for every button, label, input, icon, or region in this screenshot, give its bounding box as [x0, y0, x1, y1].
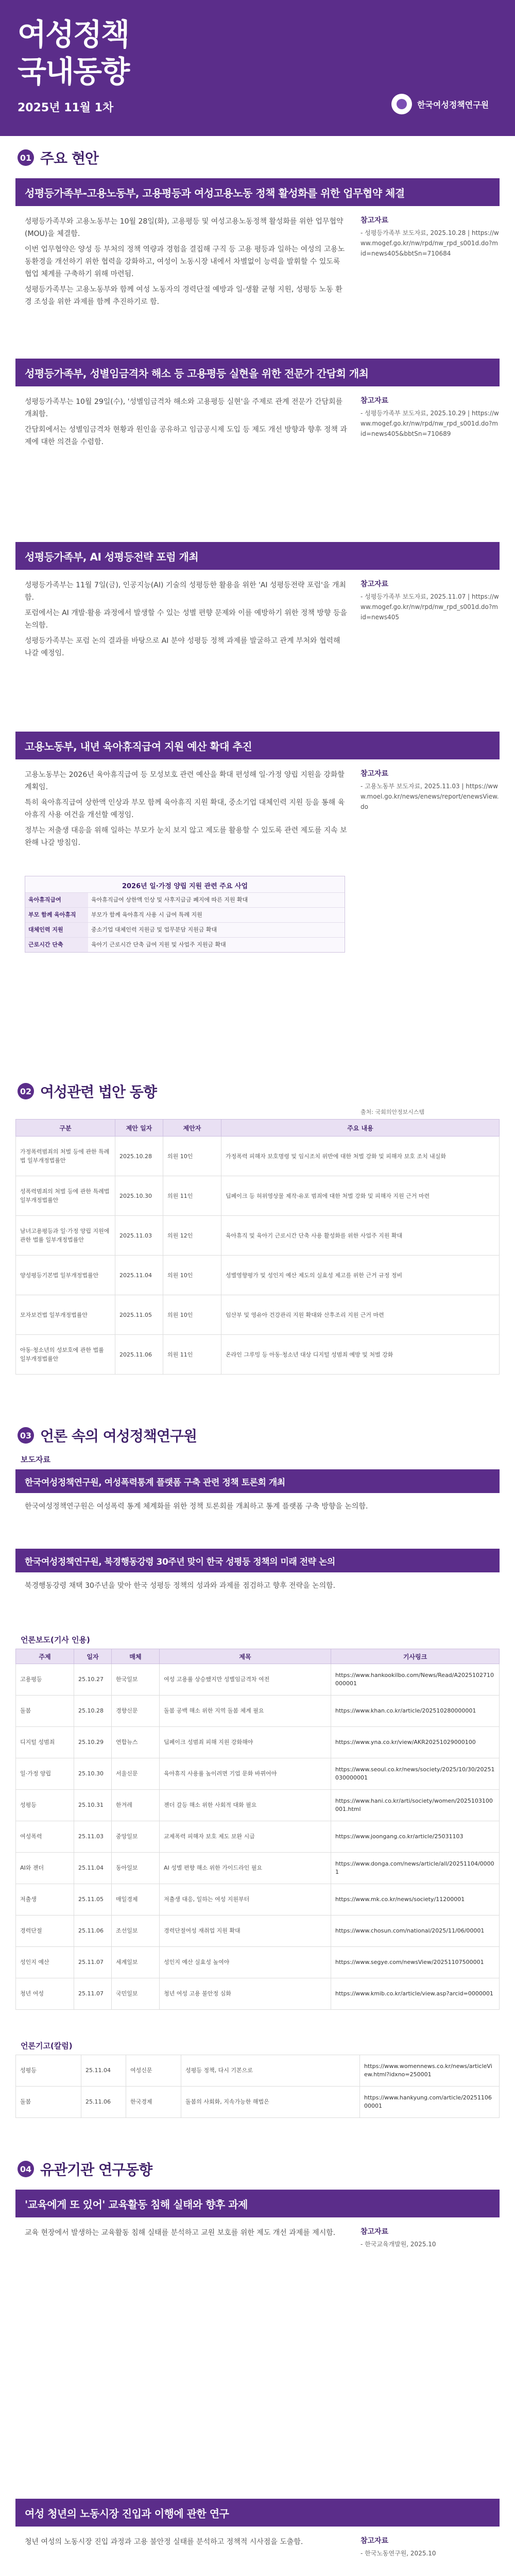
- law-proposer: 의원 11인: [163, 1176, 221, 1216]
- research-title-bar[interactable]: 여성 청년의 노동시장 진입과 이행에 관한 연구: [15, 2499, 500, 2527]
- press-date: 25.11.05: [74, 1884, 112, 1916]
- info-row-text: 육아휴직급여 상한액 인상 및 사후지급금 폐지에 따른 지원 확대: [91, 896, 248, 903]
- column-media: 여성신문: [126, 2055, 181, 2087]
- section-title-1: [18, 147, 98, 168]
- press-link[interactable]: https://www.hankookilbo.com/News/Read/A2025102710000001: [331, 1664, 500, 1696]
- press-topic: 경력단절: [16, 1916, 74, 1947]
- info-row-head: 육아휴직급여: [25, 893, 88, 907]
- news-paragraph: 고용노동부는 2026년 육아휴직급여 등 모성보호 관련 예산을 확대 편성해 일·가정 양립 지원을 강화할 계획임.: [25, 771, 345, 791]
- news-body: [25, 769, 349, 852]
- table-row: [16, 1727, 500, 1758]
- press-col-header: 제목: [160, 1649, 331, 1664]
- table-row: [16, 1916, 500, 1947]
- table-row: [16, 1790, 500, 1821]
- news-paragraph: 특히 육아휴직급여 상한액 인상과 부모 함께 육아휴직 지원 확대, 중소기업 대체인력 지원 등을 통해 육아휴직 사용 여건을 개선할 예정임.: [25, 799, 345, 819]
- law-name[interactable]: 가정폭력범죄의 처벌 등에 관한 특례법 일부개정법률안: [16, 1137, 115, 1176]
- column-date: 25.11.06: [81, 2087, 126, 2118]
- news-paragraph: 성평등가족부와 고용노동부는 10월 28일(화), 고용평등 및 여성고용노동정책 활성화를 위한 업무협약(MOU)을 체결함.: [25, 217, 344, 238]
- press-table: [15, 1649, 500, 2010]
- title-line-2: 국내동향: [18, 54, 129, 89]
- reference-link[interactable]: - 고용노동부 보도자료, 2025.11.03 | https://www.moel.go.kr/news/enews/report/enewsView.do: [360, 783, 499, 810]
- press-title: 성인지 예산 실효성 높여야: [160, 1947, 331, 1978]
- law-content: 임산부 및 영유아 건강관리 지원 확대와 산후조리 지원 근거 마련: [221, 1295, 500, 1335]
- press-date: 25.10.27: [74, 1664, 112, 1696]
- column-topic: 성평등: [16, 2055, 81, 2087]
- law-proposer: 의원 10인: [163, 1137, 221, 1176]
- table-row: [16, 1295, 500, 1335]
- press-col-header: 매체: [112, 1649, 160, 1664]
- law-col-header: 주요 내용: [221, 1120, 500, 1137]
- press-title: 저출생 대응, 일하는 여성 지원부터: [160, 1884, 331, 1916]
- news-paragraph: 간담회에서는 성별임금격차 현황과 원인을 공유하고 임금공시제 도입 등 제도 개선 방향과 향후 정책 과제에 대한 의견을 수렴함.: [25, 426, 347, 446]
- reference-heading: 참고자료: [360, 2228, 389, 2236]
- table-row: [16, 1137, 500, 1176]
- table-row: [16, 1978, 500, 2010]
- press-title: 경력단절여성 재취업 지원 확대: [160, 1916, 331, 1947]
- press-item-text: 한국여성정책연구원은 여성폭력 통계 체계화를 위한 정책 토론회를 개최하고 통계 플랫폼 구축 방향을 논의함.: [25, 1502, 368, 1511]
- press-title: 젠더 갈등 해소 위한 사회적 대화 필요: [160, 1790, 331, 1821]
- press-link[interactable]: https://www.segye.com/newsView/20251107500001: [331, 1947, 500, 1978]
- press-topic: 청년 여성: [16, 1978, 74, 2010]
- reference-heading: 참고자료: [360, 580, 389, 588]
- law-proposer: 의원 10인: [163, 1295, 221, 1335]
- law-date: 2025.11.03: [115, 1216, 163, 1256]
- press-item-bar[interactable]: 한국여성정책연구원, 여성폭력통계 플랫폼 구축 관련 정책 토론회 개최: [15, 1469, 500, 1493]
- table-row: [16, 2087, 500, 2118]
- press-date: 25.10.28: [74, 1696, 112, 1727]
- law-name[interactable]: 성폭력범죄의 처벌 등에 관한 특례법 일부개정법률안: [16, 1176, 115, 1216]
- press-title: AI 성별 편향 해소 위한 가이드라인 필요: [160, 1853, 331, 1884]
- research-title-bar[interactable]: '교육에게 또 있어' 교육활동 침해 실태와 향후 과제: [15, 2190, 500, 2217]
- reference-link[interactable]: - 성평등가족부 보도자료, 2025.10.28 | https://www.mogef.go.kr/nw/rpd/nw_rpd_s001d.do?mid=news405&bbtSn=710684: [360, 229, 499, 257]
- law-proposer: 의원 11인: [163, 1335, 221, 1375]
- law-content: 육아휴직 및 육아기 근로시간 단축 사용 활성화를 위한 사업주 지원 확대: [221, 1216, 500, 1256]
- press-topic: 디지털 성범죄: [16, 1727, 74, 1758]
- column-topic: 돌봄: [16, 2087, 81, 2118]
- law-table-source: 출처: 국회의안정보시스템: [360, 1109, 425, 1115]
- press-link[interactable]: https://www.mk.co.kr/news/society/11200001: [331, 1884, 500, 1916]
- section-number: 01: [18, 149, 34, 166]
- press-col-header: 일자: [74, 1649, 112, 1664]
- news-paragraph: 성평등가족부는 11월 7일(금), 인공지능(AI) 기술의 성평등한 활용을 위한 'AI 성평등전략 포럼'을 개최함.: [25, 581, 346, 602]
- press-link[interactable]: https://www.hani.co.kr/arti/society/women/2025103100001.html: [331, 1790, 500, 1821]
- press-title: 돌봄 공백 해소 위한 지역 돌봄 체계 필요: [160, 1696, 331, 1727]
- press-date: 25.10.29: [74, 1727, 112, 1758]
- press-link[interactable]: https://www.joongang.co.kr/article/25031103: [331, 1821, 500, 1853]
- column-date: 25.11.04: [81, 2055, 126, 2087]
- info-row: [25, 892, 345, 907]
- press-col-header: 기사링크: [331, 1649, 500, 1664]
- table-row: [16, 1821, 500, 1853]
- news-body: [25, 579, 349, 663]
- news-paragraph: 정부는 저출생 대응을 위해 일하는 부모가 눈치 보지 않고 제도를 활용할 수 있도록 관련 제도를 지속 보완해 나갈 방침임.: [25, 826, 347, 847]
- press-media: 세계일보: [112, 1947, 160, 1978]
- info-table: [25, 876, 345, 953]
- press-topic: 성평등: [16, 1790, 74, 1821]
- press-media: 중앙일보: [112, 1821, 160, 1853]
- press-media: 조선일보: [112, 1916, 160, 1947]
- section-title-2: [18, 1081, 157, 1101]
- news-reference: [360, 396, 500, 439]
- table-row: [16, 1256, 500, 1295]
- press-topic: 돌봄: [16, 1696, 74, 1727]
- column-link[interactable]: https://www.womennews.co.kr/news/articleView.html?idxno=250001: [360, 2055, 500, 2087]
- press-media: 매일경제: [112, 1884, 160, 1916]
- info-row: [25, 937, 345, 952]
- press-media: 경향신문: [112, 1696, 160, 1727]
- section-number: 02: [18, 1083, 34, 1099]
- reference-source: - 한국교육개발원, 2025.10: [360, 2241, 436, 2248]
- info-table-title: 2026년 일·가정 양립 지원 관련 주요 사업: [122, 883, 248, 890]
- news-paragraph: 포럼에서는 AI 개발·활용 과정에서 발생할 수 있는 성별 편향 문제와 이를 예방하기 위한 정책 방향 등을 논의함.: [25, 609, 347, 630]
- press-media: 한국일보: [112, 1664, 160, 1696]
- table-row: [16, 1884, 500, 1916]
- law-date: 2025.10.30: [115, 1176, 163, 1216]
- law-proposer: 의원 10인: [163, 1256, 221, 1295]
- press-item-bar[interactable]: 한국여성정책연구원, 북경행동강령 30주년 맞이 한국 성평등 정책의 미래 전략 논의: [15, 1549, 500, 1572]
- news-title-bar[interactable]: 성평등가족부, 성별임금격차 해소 등 고용평등 실현을 위한 전문가 간담회 개최: [15, 359, 500, 386]
- org-name: 한국여성정책연구원: [417, 99, 489, 110]
- issue-date: 2025년 11월 1차: [18, 101, 114, 114]
- news-paragraph: 성평등가족부는 고용노동부와 함께 여성 노동자의 경력단절 예방과 일·생활 균형 지원, 성평등 노동 환경 조성을 위한 과제를 함께 추진하기로 함.: [25, 285, 342, 306]
- news-paragraph: 이번 업무협약은 양성 등 부처의 정책 역량과 경험을 결집해 구직 등 고용 평등과 일하는 여성의 고용노동환경을 개선하기 위한 협력을 강화하고, 여성이 노동시장 내에서 차별없이 능력을 발휘할 수 있도록 협업 체계를 구축하기 위해 마련됨.: [25, 245, 345, 278]
- column-link[interactable]: https://www.hankyung.com/article/2025110600001: [360, 2087, 500, 2118]
- law-name[interactable]: 모자보건법 일부개정법률안: [16, 1295, 115, 1335]
- law-content: 온라인 그루밍 등 아동·청소년 대상 디지털 성범죄 예방 및 처벌 강화: [221, 1335, 500, 1375]
- news-title-bar[interactable]: 성평등가족부, AI 성평등전략 포럼 개최: [15, 542, 500, 570]
- reference-heading: 참고자료: [360, 770, 389, 778]
- section-label: 여성관련 법안 동향: [40, 1083, 157, 1100]
- column-title: 성평등 정책, 다시 기본으로: [181, 2055, 360, 2087]
- press-date: 25.10.30: [74, 1758, 112, 1790]
- press-table-label: 언론보도(기사 인용): [21, 1635, 90, 1645]
- reference-link[interactable]: - 성평등가족부 보도자료, 2025.10.29 | https://www.mogef.go.kr/nw/rpd/nw_rpd_s001d.do?mid=news405&bbtSn=710689: [360, 410, 499, 437]
- press-link[interactable]: https://www.chosun.com/national/2025/11/06/00001: [331, 1916, 500, 1947]
- press-title: 교제폭력 피해자 보호 제도 보완 시급: [160, 1821, 331, 1853]
- law-content: 딥페이크 등 허위영상물 제작·유포 범죄에 대한 처벌 강화 및 피해자 지원 근거 마련: [221, 1176, 500, 1216]
- press-title: 여성 고용률 상승했지만 성별임금격차 여전: [160, 1664, 331, 1696]
- research-reference: [360, 2536, 500, 2558]
- section-number: 04: [18, 2161, 34, 2177]
- research-text: 교육 현장에서 발생하는 교육활동 침해 실태를 분석하고 교원 보호를 위한 제도 개선 과제를 제시함.: [25, 2229, 336, 2237]
- section-number: 03: [18, 1427, 34, 1444]
- section-title-3: [18, 1425, 197, 1446]
- news-body: [25, 396, 349, 451]
- info-row: [25, 907, 345, 922]
- reference-heading: 참고자료: [360, 216, 389, 225]
- press-intro-label: 보도자료: [21, 1455, 50, 1464]
- press-date: 25.10.31: [74, 1790, 112, 1821]
- column-media: 한국경제: [126, 2087, 181, 2118]
- research-text: 청년 여성의 노동시장 진입 과정과 고용 불안정 실태를 분석하고 정책적 시사점을 도출함.: [25, 2538, 303, 2546]
- law-proposer: 의원 12인: [163, 1216, 221, 1256]
- news-reference: [360, 579, 500, 622]
- law-col-header: 제안자: [163, 1120, 221, 1137]
- press-link[interactable]: https://www.seoul.co.kr/news/society/2025/10/30/20251030000001: [331, 1758, 500, 1790]
- reference-heading: 참고자료: [360, 2537, 389, 2545]
- press-title: 육아휴직 사용률 높이려면 기업 문화 바뀌어야: [160, 1758, 331, 1790]
- info-row-head: 근로시간 단축: [25, 938, 88, 952]
- press-title: 청년 여성 고용 불안정 심화: [160, 1978, 331, 2010]
- press-date: 25.11.04: [74, 1853, 112, 1884]
- press-date: 25.11.06: [74, 1916, 112, 1947]
- press-col-header: 주제: [16, 1649, 74, 1664]
- table-row: [16, 1176, 500, 1216]
- law-col-header: 제안 일자: [115, 1120, 163, 1137]
- table-row: [16, 1216, 500, 1256]
- reference-link[interactable]: - 성평등가족부 보도자료, 2025.11.07 | https://www.mogef.go.kr/nw/rpd/nw_rpd_s001d.do?mid=news405: [360, 593, 499, 621]
- table-row: [16, 1696, 500, 1727]
- press-link[interactable]: https://www.kmib.co.kr/article/view.asp?arcid=0000001: [331, 1978, 500, 2010]
- reference-heading: 참고자료: [360, 397, 389, 405]
- news-reference: [360, 215, 500, 259]
- news-title-bar[interactable]: 성평등가족부-고용노동부, 고용평등과 여성고용노동 정책 활성화를 위한 업무협약 체결: [15, 178, 500, 206]
- press-date: 25.11.03: [74, 1821, 112, 1853]
- law-name[interactable]: 아동·청소년의 성보호에 관한 법률 일부개정법률안: [16, 1335, 115, 1375]
- press-media: 연합뉴스: [112, 1727, 160, 1758]
- press-date: 25.11.07: [74, 1947, 112, 1978]
- press-date: 25.11.07: [74, 1978, 112, 2010]
- news-body: [25, 215, 349, 311]
- news-paragraph: 성평등가족부는 10월 29일(수), '성별임금격차 해소와 고용평등 실현'을 주제로 관계 전문가 간담회를 개최함.: [25, 398, 343, 418]
- section-label: 주요 현안: [40, 150, 98, 167]
- press-link[interactable]: https://www.yna.co.kr/view/AKR20251029000100: [331, 1727, 500, 1758]
- press-topic: 성인지 예산: [16, 1947, 74, 1978]
- title-line-1: 여성정책: [18, 17, 129, 52]
- info-row-text: 부모가 함께 육아휴직 사용 시 급여 특례 지원: [91, 911, 202, 918]
- law-col-header: 구분: [16, 1120, 115, 1137]
- header-banner: [0, 0, 515, 136]
- press-link[interactable]: https://www.khan.co.kr/article/202510280000001: [331, 1696, 500, 1727]
- press-topic: 여성폭력: [16, 1821, 74, 1853]
- press-topic: 일·가정 양립: [16, 1758, 74, 1790]
- table-row: [16, 1853, 500, 1884]
- table-row: [16, 2055, 500, 2087]
- kwdi-logo-icon: [391, 94, 412, 114]
- law-date: 2025.11.04: [115, 1256, 163, 1295]
- info-row: [25, 922, 345, 937]
- press-item-text: 북경행동강령 채택 30주년을 맞아 한국 성평등 정책의 성과와 과제를 점검하고 향후 전략을 논의함.: [25, 1582, 336, 1590]
- press-title: 딥페이크 성범죄 피해 지원 강화해야: [160, 1727, 331, 1758]
- law-name[interactable]: 남녀고용평등과 일·가정 양립 지원에 관한 법률 일부개정법률안: [16, 1216, 115, 1256]
- press-media: 국민일보: [112, 1978, 160, 2010]
- table-row: [16, 1947, 500, 1978]
- section-title-4: [18, 2159, 152, 2179]
- column-table-label: 언론기고(칼럼): [21, 2041, 73, 2050]
- law-content: 성별영향평가 및 성인지 예산 제도의 실효성 제고를 위한 근거 규정 정비: [221, 1256, 500, 1295]
- press-topic: 저출생: [16, 1884, 74, 1916]
- press-topic: AI와 젠더: [16, 1853, 74, 1884]
- press-media: 서울신문: [112, 1758, 160, 1790]
- news-title-bar[interactable]: 고용노동부, 내년 육아휴직급여 지원 예산 확대 추진: [15, 732, 500, 759]
- law-date: 2025.11.06: [115, 1335, 163, 1375]
- press-media: 동아일보: [112, 1853, 160, 1884]
- org-logo: [391, 94, 489, 114]
- law-content: 가정폭력 피해자 보호명령 및 임시조치 위반에 대한 처벌 강화 및 피해자 보호 조치 내실화: [221, 1137, 500, 1176]
- reference-source: - 한국노동연구원, 2025.10: [360, 2550, 436, 2557]
- law-date: 2025.10.28: [115, 1137, 163, 1176]
- news-reference: [360, 769, 500, 812]
- info-row-text: 중소기업 대체인력 지원금 및 업무분담 지원금 확대: [91, 926, 217, 933]
- press-topic: 고용평등: [16, 1664, 74, 1696]
- info-row-head: 부모 함께 육아휴직: [25, 908, 88, 922]
- section-label: 유관기관 연구동향: [40, 2161, 152, 2178]
- info-row-head: 대체인력 지원: [25, 923, 88, 937]
- law-name[interactable]: 양성평등기본법 일부개정법률안: [16, 1256, 115, 1295]
- table-row: [16, 1664, 500, 1696]
- press-media: 한겨레: [112, 1790, 160, 1821]
- info-row-text: 육아기 근로시간 단축 급여 지원 및 사업주 지원금 확대: [91, 941, 226, 948]
- press-link[interactable]: https://www.donga.com/news/article/all/20251104/00001: [331, 1853, 500, 1884]
- research-reference: [360, 2227, 500, 2249]
- news-paragraph: 성평등가족부는 포럼 논의 결과를 바탕으로 AI 분야 성평등 정책 과제를 발굴하고 관계 부처와 협력해 나갈 예정임.: [25, 637, 340, 657]
- column-title: 돌봄의 사회화, 지속가능한 해법은: [181, 2087, 360, 2118]
- table-row: [16, 1335, 500, 1375]
- law-date: 2025.11.05: [115, 1295, 163, 1335]
- column-table: [15, 2055, 500, 2118]
- table-row: [16, 1758, 500, 1790]
- section-label: 언론 속의 여성정책연구원: [40, 1428, 197, 1445]
- law-table: [15, 1119, 500, 1375]
